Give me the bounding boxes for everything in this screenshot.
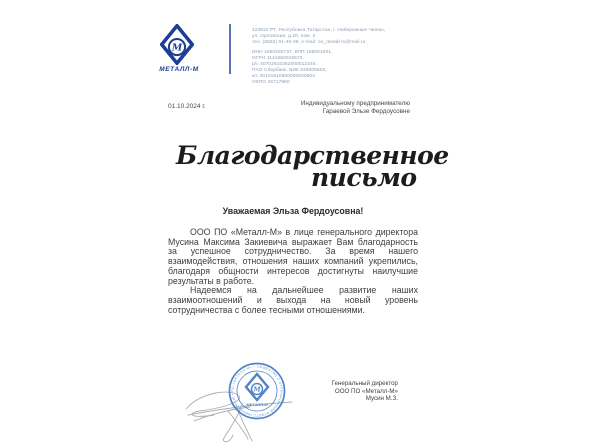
company-requisites <box>252 50 442 86</box>
letter-title-line2: письмо <box>311 163 417 192</box>
paragraph: Надеемся на дальнейшее развитие наших взаимоотношений и выхода на новый уровень сотрудничества с более тесными отношениями. <box>168 285 418 315</box>
logo-monogram: М <box>171 42 183 54</box>
recipient-line: Гараевой Эльзе Фердоусовне <box>322 108 410 115</box>
letterhead-divider <box>229 24 231 74</box>
stamp-ring-text: ОБЩЕСТВО С ОГРАНИЧЕННОЙ ОТВЕТСТВЕННОСТЬЮ • ПО «МЕТАЛЛ-М» • <box>230 364 284 418</box>
signature-block <box>278 380 398 403</box>
greeting: Уважаемая Эльза Фердоусовна! <box>222 206 364 216</box>
signer-company: ООО ПО «Металл-М» <box>334 387 398 395</box>
brand-name: МЕТАЛЛ-М <box>159 66 199 73</box>
requisite-line: к/с 30101810600000000603 <box>252 74 315 79</box>
recipient-block <box>270 100 410 116</box>
company-contacts <box>252 28 442 46</box>
stamp-brand: МЕТАЛЛ-М <box>246 402 268 407</box>
recipient-line: Индивидуальному предпринимателю <box>300 100 410 107</box>
signer-name: Мусин М.З. <box>365 395 398 403</box>
letter-title-line1: Благодарственное <box>176 141 449 170</box>
requisite-line: ОКПО 46717860 <box>252 80 290 85</box>
requisite-line: ПАО Сбербанк, БИК 049205603, <box>252 68 327 73</box>
signer-position: Генеральный директор <box>331 380 398 387</box>
contact-line: тел. (8552) 91-45-09, e-mail: oo_metall-m@mail.ru <box>252 40 366 45</box>
stamp-monogram: М <box>253 385 261 394</box>
paragraph: ООО ПО «Металл-М» в лице генерального директора Мусина Максима Закиевича выражает Вам благодарность за успешное сотрудничество. За время нашего взаимодействия, отношения наших компаний укрепились, благодаря общности интересов достигнуты наилучшие результаты в работе. <box>168 227 418 286</box>
contact-line: ул. Орловская, д.20, пом. 2 <box>252 34 316 39</box>
requisite-line: р/с 40702810362000012345, <box>252 62 317 67</box>
letter-date: 01.10.2024 г. <box>168 103 206 110</box>
stamp-logo-icon <box>246 374 268 407</box>
requisite-line: ИНН 1650292737, КПП 165001001, <box>252 50 333 55</box>
contact-line: 423822 РТ, Республика Татарстан, г. Набережные Челны, <box>252 28 386 33</box>
requisite-line: ОГРН 1141650015573, <box>252 56 304 61</box>
letter-body <box>168 228 418 315</box>
metall-m-logo-icon <box>160 24 194 65</box>
